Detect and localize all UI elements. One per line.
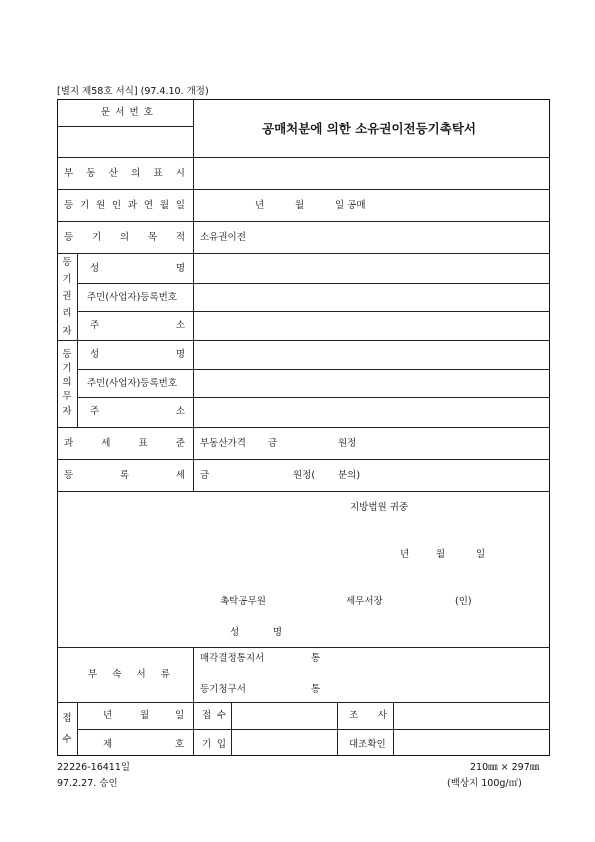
cause-month: 월 xyxy=(295,200,305,211)
label-char: 의 xyxy=(119,232,130,243)
receipt-entry-label xyxy=(202,740,226,750)
label-char: 성 xyxy=(230,627,240,638)
attachments-label xyxy=(88,670,170,680)
seal-mark: (인) xyxy=(455,596,472,607)
tax-base-won: 금 xyxy=(268,438,278,449)
rule xyxy=(77,311,550,312)
label-char: 준 xyxy=(175,438,185,449)
form-number-note: [별지 제58호 서식] (97.4.10. 개정) xyxy=(57,86,209,97)
label-char: 일 xyxy=(175,200,185,211)
obligor-label xyxy=(59,350,75,416)
reg-tax-label xyxy=(64,471,185,481)
obligor-name-label xyxy=(90,350,185,360)
receipt-year: 년 xyxy=(103,710,113,721)
cause-day: 일 공매 xyxy=(335,200,366,211)
label-char: 동 xyxy=(86,168,96,179)
rule xyxy=(77,283,550,284)
rule xyxy=(393,702,394,756)
rule xyxy=(77,397,550,398)
obligor-address-label xyxy=(90,407,185,417)
tax-base-suffix: 원정 xyxy=(338,438,357,449)
label-char: 표 xyxy=(138,438,148,449)
rule xyxy=(57,340,550,341)
purpose-label xyxy=(64,233,185,243)
attachment-decision-count: 통 xyxy=(311,653,321,664)
label-char: 의 xyxy=(62,377,72,389)
label-char: 부 xyxy=(64,168,74,179)
label-char: 명 xyxy=(175,263,185,274)
receipt-receive-label xyxy=(202,711,226,721)
request-date-month: 월 xyxy=(436,549,446,560)
attachment-claim-count: 통 xyxy=(311,684,321,695)
rule xyxy=(57,253,550,254)
signer-name-label xyxy=(230,628,282,638)
attachment-decision-notice: 매각결정통지서 xyxy=(200,653,265,664)
label-char: 조 xyxy=(349,710,359,721)
label-char: 리 xyxy=(62,308,72,320)
label-char: 권 xyxy=(62,291,72,303)
rule xyxy=(57,126,193,127)
reg-tax-suffix: 원정( xyxy=(293,470,316,481)
rule xyxy=(231,702,232,756)
rule xyxy=(193,647,194,756)
label-char: 명 xyxy=(175,349,185,360)
label-char: 자 xyxy=(62,325,72,337)
receipt-investigate-label xyxy=(349,711,387,721)
court-addressee: 지방법원 귀중 xyxy=(350,502,409,513)
approval-date: 97.2.27. 승인 xyxy=(57,778,118,789)
request-date-day: 일 xyxy=(476,549,486,560)
label-char: 기 xyxy=(79,200,90,211)
label-char: 주 xyxy=(90,320,100,331)
label-char: 수 xyxy=(62,733,72,745)
label-char: 기 xyxy=(202,739,212,750)
reg-tax-prefix: 금 xyxy=(200,470,210,481)
rule xyxy=(57,491,550,492)
rule xyxy=(77,702,78,756)
tax-base-prefix: 부동산가격 xyxy=(200,438,246,449)
label-char: 자 xyxy=(62,405,72,417)
label-char: 사 xyxy=(377,710,387,721)
official-label: 촉탁공무원 xyxy=(220,596,266,607)
right-holder-label xyxy=(59,258,75,336)
receipt-label xyxy=(59,714,75,744)
label-char: 산 xyxy=(108,168,118,179)
label-char: 세 xyxy=(175,470,185,481)
tax-base-label xyxy=(64,439,185,449)
rule xyxy=(57,427,550,428)
label-char: 기 xyxy=(62,363,72,375)
label-char: 기 xyxy=(91,232,102,243)
request-date-year: 년 xyxy=(400,549,410,560)
doc-number-label xyxy=(101,108,153,118)
label-char: 시 xyxy=(175,168,185,179)
rule xyxy=(57,702,550,703)
label-char: 접 xyxy=(62,713,72,724)
label-char: 호 xyxy=(143,107,153,118)
right-holder-address-label xyxy=(90,321,185,331)
label-char: 세 xyxy=(101,438,111,449)
label-char: 명 xyxy=(272,627,282,638)
rule xyxy=(57,221,550,222)
label-char: 과 xyxy=(127,200,138,211)
rule xyxy=(77,253,78,427)
rule xyxy=(57,459,550,460)
rule xyxy=(57,189,550,190)
cause-year: 년 xyxy=(255,200,265,211)
rule xyxy=(337,702,338,756)
label-char: 주 xyxy=(90,406,100,417)
label-char: 입 xyxy=(216,739,226,750)
right-holder-regno-label: 주민(사업자)등록번호 xyxy=(87,292,178,303)
label-char: 등 xyxy=(64,470,74,481)
label-char: 목 xyxy=(147,232,158,243)
label-char: 소 xyxy=(175,406,185,417)
cause-date-label xyxy=(64,201,185,211)
label-char: 표 xyxy=(153,168,163,179)
label-char: 원 xyxy=(95,200,106,211)
label-char: 성 xyxy=(90,349,100,360)
label-char: 기 xyxy=(62,274,72,286)
rule xyxy=(77,729,550,730)
label-char: 접 xyxy=(202,710,212,721)
label-char: 적 xyxy=(175,232,185,243)
label-char: 연 xyxy=(143,200,154,211)
label-char: 속 xyxy=(112,669,122,680)
rule xyxy=(57,647,550,648)
form-code: 22226-16411일 xyxy=(57,762,131,773)
paper-size: 210㎜ × 297㎜ xyxy=(470,762,540,773)
label-char: 등 xyxy=(64,232,74,243)
receipt-month: 월 xyxy=(140,710,150,721)
label-char: 록 xyxy=(119,470,130,481)
label-char: 류 xyxy=(160,669,170,680)
purpose-value: 소유권이전 xyxy=(200,232,246,243)
receipt-number-unit: 호 xyxy=(175,739,185,750)
label-char: 등 xyxy=(62,349,72,360)
label-char: 수 xyxy=(216,710,226,721)
receipt-verify-label: 대조확인 xyxy=(349,739,386,750)
receipt-day: 일 xyxy=(175,710,185,721)
label-char: 서 xyxy=(115,107,125,118)
label-char: 등 xyxy=(62,257,72,268)
label-char: 문 xyxy=(101,107,111,118)
label-char: 인 xyxy=(111,200,122,211)
label-char: 소 xyxy=(175,320,185,331)
right-holder-name-label xyxy=(90,264,185,274)
rule xyxy=(77,369,550,370)
paper-spec: (백상지 100g/㎡) xyxy=(447,778,522,789)
label-char: 과 xyxy=(64,438,74,449)
label-char: 등 xyxy=(64,200,74,211)
label-char: 번 xyxy=(129,107,139,118)
label-char: 성 xyxy=(90,263,100,274)
rule xyxy=(193,99,194,491)
label-char: 무 xyxy=(62,391,72,403)
label-char: 의 xyxy=(131,168,141,179)
page-title: 공매처분에 의한 소유권이전등기촉탁서 xyxy=(262,121,476,136)
office-label: 세무서장 xyxy=(346,596,383,607)
label-char: 부 xyxy=(88,669,98,680)
rule xyxy=(57,157,550,158)
attachment-claim: 등기청구서 xyxy=(200,684,246,695)
label-char: 서 xyxy=(136,669,146,680)
reg-tax-end: 분의) xyxy=(338,470,361,481)
receipt-number-prefix: 제 xyxy=(103,739,113,750)
obligor-regno-label: 주민(사업자)등록번호 xyxy=(87,378,178,389)
label-char: 월 xyxy=(159,200,169,211)
property-label xyxy=(64,169,185,179)
